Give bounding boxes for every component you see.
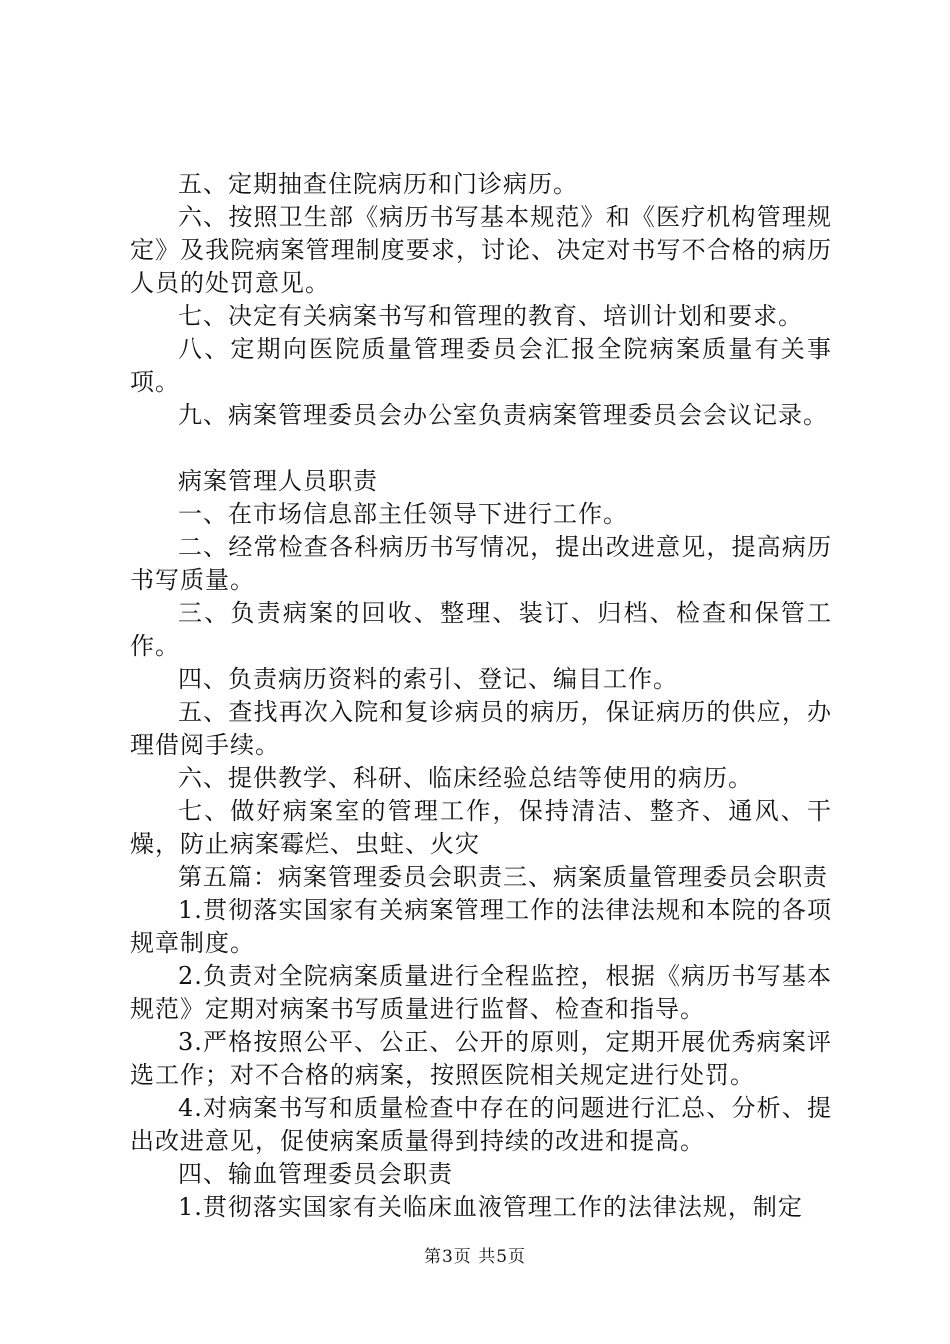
paragraph: 四、负责病历资料的索引、登记、编目工作。	[178, 665, 678, 693]
section-heading: 病案管理人员职责	[178, 467, 378, 495]
section-heading: 第五篇：病案管理委员会职责三、病案质量管理委员会职责	[178, 863, 828, 891]
paragraph: 九、病案管理委员会办公室负责病案管理委员会会议记录。	[178, 401, 828, 429]
paragraph: 六、按照卫生部《病历书写基本规范》和《医疗机构管理规定》及我院病案管理制度要求，讨论、决定对书写不合格的病历人员的处罚意见。	[130, 203, 832, 297]
paragraph: 3.严格按照公平、公正、公开的原则，定期开展优秀病案评选工作；对不合格的病案，按照医院相关规定进行处罚。	[130, 1028, 832, 1089]
section-spacer	[130, 432, 832, 465]
paragraph: 六、提供教学、科研、临床经验总结等使用的病历。	[178, 764, 753, 792]
paragraph: 一、在市场信息部主任领导下进行工作。	[178, 500, 628, 528]
paragraph: 八、定期向医院质量管理委员会汇报全院病案质量有关事项。	[130, 335, 832, 396]
paragraph: 1.贯彻落实国家有关病案管理工作的法律法规和本院的各项规章制度。	[130, 896, 832, 957]
page-footer: 第3页 共5页	[423, 1247, 527, 1267]
section-heading: 四、输血管理委员会职责	[178, 1160, 453, 1188]
paragraph: 三、负责病案的回收、整理、装订、归档、检查和保管工作。	[130, 599, 832, 660]
paragraph: 七、决定有关病案书写和管理的教育、培训计划和要求。	[178, 302, 803, 330]
paragraph: 五、查找再次入院和复诊病员的病历，保证病历的供应，办理借阅手续。	[130, 698, 832, 759]
paragraph: 2.负责对全院病案质量进行全程监控，根据《病历书写基本规范》定期对病案书写质量进行监督、检查和指导。	[130, 962, 832, 1023]
document-body	[130, 168, 832, 1224]
paragraph: 五、定期抽查住院病历和门诊病历。	[178, 170, 578, 198]
paragraph: 二、经常检查各科病历书写情况，提出改进意见，提高病历书写质量。	[130, 533, 832, 594]
paragraph: 1.贯彻落实国家有关临床血液管理工作的法律法规，制定	[178, 1193, 803, 1221]
paragraph: 4.对病案书写和质量检查中存在的问题进行汇总、分析、提出改进意见，促使病案质量得到持续的改进和提高。	[130, 1094, 832, 1155]
paragraph: 七、做好病案室的管理工作，保持清洁、整齐、通风、干燥，防止病案霉烂、虫蛀、火灾	[130, 797, 832, 858]
